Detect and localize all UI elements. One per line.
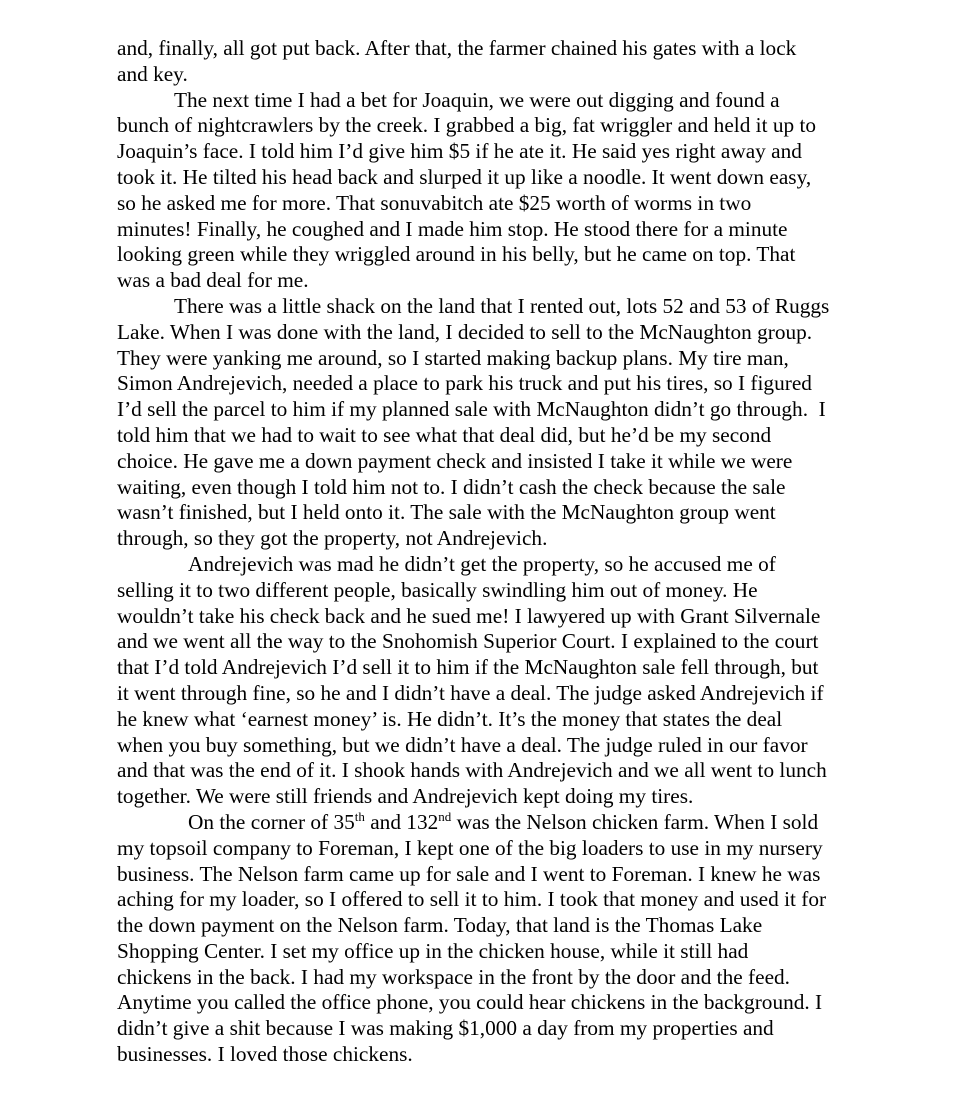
- text-line: and, finally, all got put back. After that, the farmer chained his gates with a lock: [117, 36, 797, 60]
- text-line: looking green while they wriggled around in his belly, but he came on top. That: [117, 242, 796, 267]
- text-line: They were yanking me around, so I started making backup plans. My tire man,: [117, 345, 789, 370]
- corner-text-part1: On the corner of 35: [188, 809, 355, 834]
- corner-text-part3: was the Nelson chicken farm. When I sold: [451, 809, 819, 834]
- text-line: minutes! Finally, he coughed and I made him stop. He stood there for a minute: [117, 216, 788, 241]
- paragraph-start-line: There was a little shack on the land that I rented out, lots 52 and 53 of Ruggs: [174, 293, 830, 318]
- text-line: together. We were still friends and Andrejevich kept doing my tires.: [117, 784, 694, 809]
- paragraph-start-line: [117, 810, 877, 836]
- text-line: and we went all the way to the Snohomish Superior Court. I explained to the court: [117, 629, 819, 654]
- text-line: told him that we had to wait to see what that deal did, but he’d be my second: [117, 422, 772, 447]
- superscript-nd: nd: [438, 808, 452, 824]
- text-line: chickens in the back. I had my workspace in the front by the door and the feed.: [117, 964, 790, 989]
- body-text: [117, 36, 877, 1068]
- text-line: was a bad deal for me.: [117, 268, 309, 293]
- text-line: my topsoil company to Foreman, I kept one of the big loaders to use in my nursery: [117, 835, 823, 860]
- text-line: wouldn’t take his check back and he sued me! I lawyered up with Grant Silvernale: [117, 603, 821, 628]
- corner-text-part2: and 132: [364, 809, 439, 834]
- text-line: through, so they got the property, not Andrejevich.: [117, 526, 548, 551]
- text-line: aching for my loader, so I offered to sell it to him. I took that money and used it for: [117, 887, 827, 912]
- text-line: I’d sell the parcel to him if my planned sale with McNaughton didn’t go through. I: [117, 397, 826, 422]
- text-line: he knew what ‘earnest money’ is. He didn’t. It’s the money that states the deal: [117, 706, 783, 731]
- text-line: when you buy something, but we didn’t have a deal. The judge ruled in our favor: [117, 732, 808, 757]
- text-line: and that was the end of it. I shook hands with Andrejevich and we all went to lunch: [117, 758, 827, 783]
- text-line: the down payment on the Nelson farm. Today, that land is the Thomas Lake: [117, 913, 763, 938]
- text-line: didn’t give a shit because I was making $1,000 a day from my properties and: [117, 1016, 774, 1041]
- text-line: businesses. I loved those chickens.: [117, 1042, 413, 1067]
- text-line: business. The Nelson farm came up for sale and I went to Foreman. I knew he was: [117, 861, 821, 886]
- text-line: and key.: [117, 61, 188, 86]
- text-line: waiting, even though I told him not to. I didn’t cash the check because the sale: [117, 474, 786, 499]
- text-line: Shopping Center. I set my office up in the chicken house, while it still had: [117, 938, 749, 963]
- text-line: it went through fine, so he and I didn’t have a deal. The judge asked Andrejevich if: [117, 680, 824, 705]
- text-line: choice. He gave me a down payment check and insisted I take it while we were: [117, 448, 793, 473]
- text-line: Simon Andrejevich, needed a place to park his truck and put his tires, so I figured: [117, 371, 812, 396]
- text-line: took it. He tilted his head back and slurped it up like a noodle. It went down easy,: [117, 164, 812, 189]
- text-line: Anytime you called the office phone, you could hear chickens in the background. I: [117, 990, 823, 1015]
- text-line: Lake. When I was done with the land, I decided to sell to the McNaughton group.: [117, 319, 813, 344]
- text-line: selling it to two different people, basically swindling him out of money. He: [117, 577, 758, 602]
- text-line: wasn’t finished, but I held onto it. The sale with the McNaughton group went: [117, 500, 776, 525]
- paragraph-start-line: The next time I had a bet for Joaquin, we were out digging and found a: [174, 87, 780, 112]
- text-line: bunch of nightcrawlers by the creek. I grabbed a big, fat wriggler and held it up to: [117, 113, 817, 138]
- paragraph-start-line: Andrejevich was mad he didn’t get the property, so he accused me of: [188, 551, 776, 576]
- superscript-th: th: [354, 808, 365, 824]
- text-line: so he asked me for more. That sonuvabitch ate $25 worth of worms in two: [117, 190, 752, 215]
- text-line: that I’d told Andrejevich I’d sell it to him if the McNaughton sale fell through, but: [117, 655, 819, 680]
- text-line: Joaquin’s face. I told him I’d give him $5 if he ate it. He said yes right away and: [117, 139, 802, 164]
